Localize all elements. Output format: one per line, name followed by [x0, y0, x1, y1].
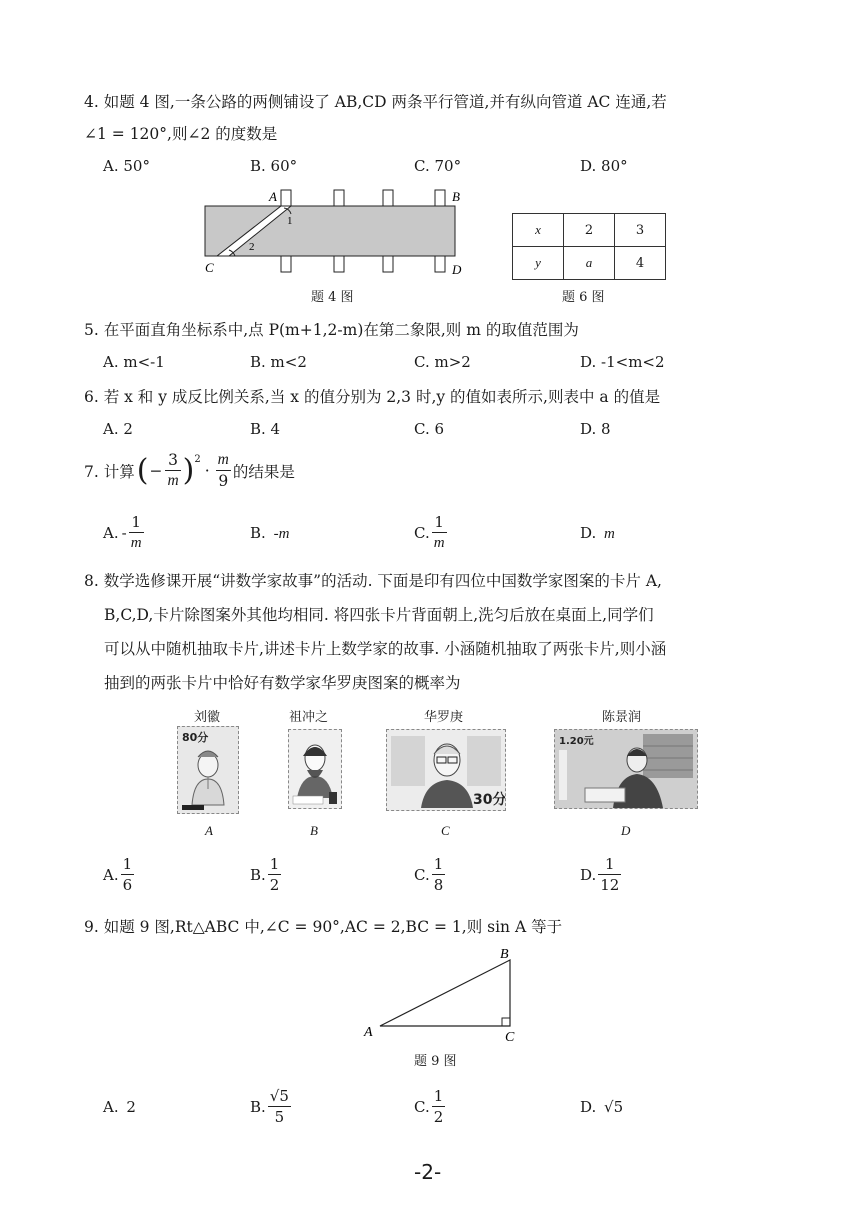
q5-option-b: B. m<2: [250, 353, 307, 371]
stamp-c-portrait: [387, 730, 505, 810]
q7-option-a-sign: -: [121, 523, 127, 542]
fig4-angle-1: 1: [287, 215, 293, 227]
q9-option-c-label: C.: [414, 1097, 430, 1116]
q9-option-b: [250, 1086, 293, 1127]
q8-option-d-den: 12: [600, 876, 620, 894]
figure-6-table-wrap: [512, 213, 666, 280]
q6-option-b: B. 4: [250, 420, 281, 438]
stamp-d-portrait: [555, 730, 697, 808]
q7-option-b: [250, 524, 289, 543]
q7-option-b-text: -m: [273, 526, 290, 542]
q7-option-a-num: 1: [131, 513, 141, 531]
q9-option-c-num: 1: [433, 1087, 444, 1105]
q7-option-c-num: 1: [434, 513, 444, 531]
q7-option-a: [103, 512, 146, 553]
q8-option-c-den: 8: [433, 876, 444, 894]
card-a-name: 刘徽: [194, 710, 221, 725]
figure-6-table: [512, 213, 666, 280]
table-cell-x1: 2: [564, 214, 615, 247]
stamp-a-liu-hui: [177, 726, 239, 814]
q8-option-d-label: D.: [580, 865, 597, 884]
card-b-letter: B: [310, 823, 318, 838]
figure-4-caption: 题 4 图: [311, 290, 354, 305]
figure-4-road-diagram: [195, 184, 480, 276]
q7-option-a-den: m: [129, 532, 144, 553]
q8-option-a-label: A.: [103, 865, 119, 884]
q8-option-b-fraction: [268, 854, 282, 895]
q7-option-c: [414, 512, 449, 553]
q7-option-d-text: m: [604, 526, 615, 542]
q9-option-c: [414, 1086, 447, 1127]
q6-option-c: C. 6: [414, 420, 445, 438]
q8-option-a-den: 6: [122, 876, 133, 894]
q8-stem-line2: B,C,D,卡片除图案外其他均相同. 将四张卡片背面朝上,洗匀后放在桌面上,同学们: [104, 606, 654, 624]
figure-9-triangle: [358, 942, 528, 1046]
q7-option-a-label: A.: [103, 523, 119, 542]
q7-option-c-fraction: [432, 512, 447, 553]
q8-stem-line4: 抽到的两张卡片中恰好有数学家华罗庚图案的概率为: [104, 674, 461, 692]
q8-option-d-fraction: [598, 854, 621, 895]
stamp-c-value: 30分: [473, 792, 505, 808]
fig4-label-a: A: [269, 189, 277, 204]
q7-option-a-fraction: [129, 512, 144, 553]
table-cell-x2: 3: [615, 214, 666, 247]
q6-stem: 6. 若 x 和 y 成反比例关系,当 x 的值分别为 2,3 时,y 的值如表所示,则表中 a 的值是: [84, 388, 661, 406]
q9-option-a: [103, 1098, 136, 1116]
q7-frac1-den: m: [167, 472, 179, 489]
q7-frac2-num: m: [217, 451, 229, 468]
q5-option-c: C. m>2: [414, 353, 471, 371]
q7-close-paren: ): [182, 453, 195, 488]
q7-option-c-den: m: [432, 532, 447, 553]
stamp-d-value: 1.20元: [559, 736, 594, 747]
q5-option-a: A. m<-1: [103, 353, 165, 371]
q8-option-b-num: 1: [269, 855, 280, 873]
q7-frac2-den: 9: [216, 470, 231, 491]
stamp-d-chen-jingrun: [554, 729, 698, 809]
q8-option-c-fraction: [432, 854, 446, 895]
q8-option-d: [580, 854, 623, 895]
fig9-label-a: A: [364, 1025, 373, 1040]
figure-9-caption: 题 9 图: [414, 1054, 457, 1069]
q8-option-b-den: 2: [269, 876, 280, 894]
q7-frac1-num: 3: [168, 451, 178, 469]
q7-prefix: 7. 计算: [84, 462, 135, 481]
card-c-name: 华罗庚: [424, 710, 464, 725]
stamp-a-value: 80分: [182, 731, 209, 744]
q8-option-a: [103, 854, 136, 895]
card-d-letter: D: [621, 823, 631, 838]
fig4-label-d: D: [452, 262, 462, 276]
q6-option-d: D. 8: [580, 420, 611, 438]
q8-option-b-label: B.: [250, 865, 266, 884]
stamp-a-portrait: [178, 727, 238, 813]
q8-option-c-num: 1: [433, 855, 444, 873]
q4-option-d: D. 80°: [580, 157, 628, 175]
q8-stem-line1: 8. 数学选修课开展“讲数学家故事”的活动. 下面是印有四位中国数学家图案的卡片 A,: [84, 572, 662, 590]
table-cell-x: x: [513, 214, 564, 247]
q8-option-b: [250, 854, 283, 895]
q8-stem-line3: 可以从中随机抽取卡片,讲述卡片上数学家的故事. 小涵随机抽取了两张卡片,则小涵: [104, 640, 667, 658]
q9-option-a-text: 2: [126, 1098, 136, 1116]
q4-stem-line1: 4. 如题 4 图,一条公路的两侧铺设了 AB,CD 两条平行管道,并有纵向管道 AC 连通,若: [84, 93, 667, 111]
card-a-letter: A: [205, 823, 213, 838]
q9-option-b-den: 5: [268, 1106, 291, 1127]
fig4-label-b: B: [452, 189, 460, 204]
q8-option-d-num: 1: [605, 855, 615, 873]
q5-stem: 5. 在平面直角坐标系中,点 P(m+1,2-m)在第二象限,则 m 的取值范围为: [84, 321, 579, 339]
q9-option-d: [580, 1098, 623, 1116]
q4-option-c: C. 70°: [414, 157, 462, 175]
table-cell-a: a: [564, 247, 615, 280]
q7-dot: ·: [204, 461, 210, 480]
stamp-c-hua-luogeng: [386, 729, 506, 811]
q9-option-c-fraction: [432, 1086, 446, 1127]
q7-stem: [84, 450, 295, 491]
q4-option-b: B. 60°: [250, 157, 298, 175]
card-d-name: 陈景润: [602, 710, 642, 725]
q7-fraction-1: [165, 450, 180, 491]
q8-option-c: [414, 854, 447, 895]
q9-stem: 9. 如题 9 图,Rt△ABC 中,∠C = 90°,AC = 2,BC = 1,则 sin A 等于: [84, 918, 563, 936]
q8-option-a-fraction: [121, 854, 135, 895]
q9-option-b-num: √5: [269, 1087, 289, 1105]
fig9-label-c: C: [505, 1030, 515, 1045]
q9-option-b-fraction: [268, 1086, 291, 1127]
q7-option-c-label: C.: [414, 523, 430, 542]
fig9-label-b: B: [500, 947, 509, 962]
card-b-name: 祖冲之: [289, 710, 329, 725]
q9-option-c-den: 2: [433, 1108, 444, 1126]
q9-option-b-label: B.: [250, 1097, 266, 1116]
q4-option-a: A. 50°: [103, 157, 150, 175]
table-cell-y2: 4: [615, 247, 666, 280]
stamp-b-portrait: [289, 730, 341, 808]
q9-option-d-text: √5: [604, 1098, 624, 1116]
page-number: -2-: [414, 1160, 442, 1184]
q5-option-d: D. -1<m<2: [580, 353, 665, 371]
q7-exponent: 2: [194, 454, 201, 465]
fig4-label-c: C: [205, 260, 214, 275]
fig4-angle-2: 2: [249, 241, 255, 253]
q9-option-d-label: D.: [580, 1098, 597, 1116]
q4-stem-line2: ∠1 = 120°,则∠2 的度数是: [84, 125, 278, 143]
q7-minus-sign: −: [149, 461, 163, 480]
q9-option-a-label: A.: [103, 1098, 119, 1116]
q8-option-a-num: 1: [122, 855, 133, 873]
q7-fraction-2: [216, 450, 231, 491]
q8-option-c-label: C.: [414, 865, 430, 884]
q6-option-a: A. 2: [103, 420, 133, 438]
q7-open-paren: (: [136, 453, 149, 488]
table-cell-y: y: [513, 247, 564, 280]
figure-6-caption: 题 6 图: [562, 290, 605, 305]
q7-suffix: 的结果是: [232, 462, 295, 481]
stamp-b-zu-chongzhi: [288, 729, 342, 809]
q7-option-b-label: B.: [250, 524, 266, 542]
card-c-letter: C: [441, 823, 450, 838]
q7-option-d-label: D.: [580, 524, 597, 542]
q7-option-d: [580, 524, 615, 543]
